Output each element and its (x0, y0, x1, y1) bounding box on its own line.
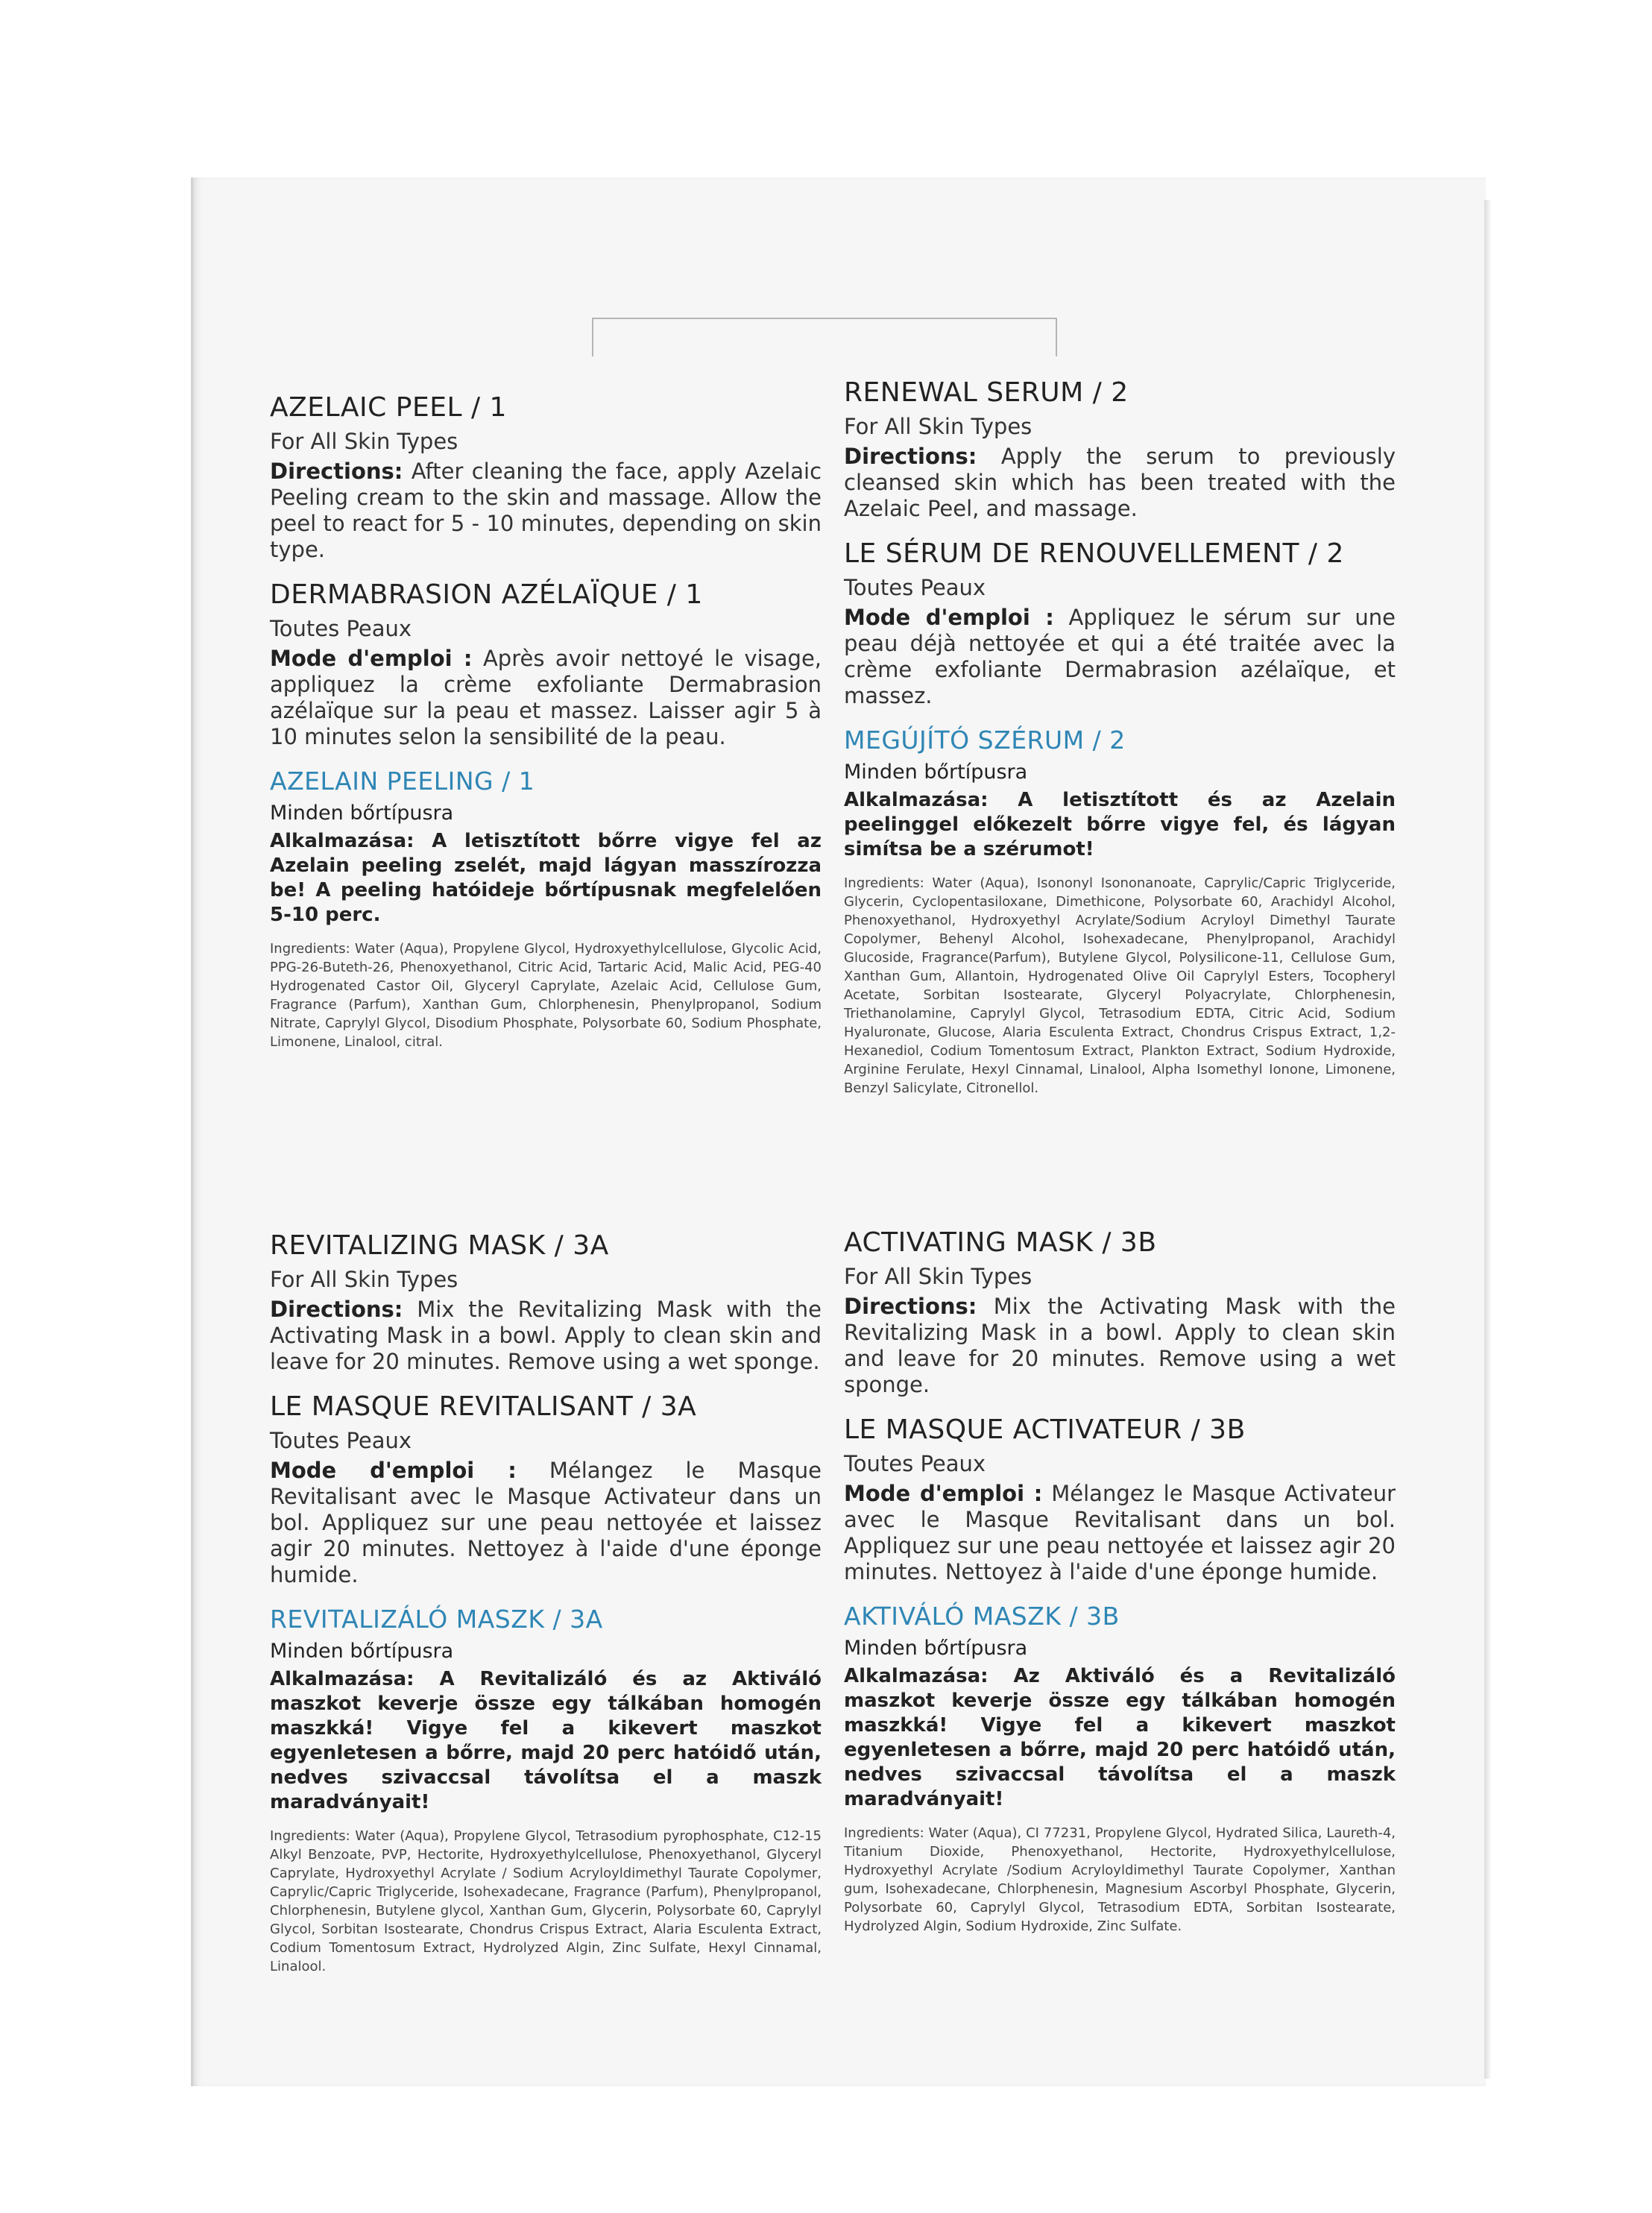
ingredients: Ingredients: Water (Aqua), Isononyl Isononanoate, Caprylic/Capric Triglyceride, Glycerin, Cyclopentasiloxane, Dimethicone, Polysorbate 60, Arachidyl Alcohol, Phenoxyethanol, Hydroxyethyl Acrylate/Sodium Acryloyl Dimethyl Taurate Copolymer, Behenyl Alcohol, Isohexadecane, Phenylpropanol, Arachidyl Glucoside, Fragrance(Parfum), Butylene Glycol, Polysilicone-11, Cellulose Gum, Xanthan Gum, Allantoin, Hydrogenated Olive Oil Caprylyl Esters, Tocopheryl Acetate, Sorbitan Isostearate, Glyceryl Polyacrylate, Chlorphenesin, Triethanolamine, Caprylyl Glycol, Tetrasodium EDTA, Citric Acid, Sodium Hyaluronate, Glucose, Alaria Esculenta Extract, Chondrus Crispus Extract, 1,2-Hexanediol, Codium Tomentosum Extract, Plankton Extract, Sodium Hydroxide, Arginine Ferulate, Hexyl Cinnamal, Linalool, Alpha Isomethyl Ionone, Limonene, Benzyl Salicylate, Citronellol. (844, 875, 1396, 1096)
mode-text: Appliquez le sérum sur une peau déjà nettoyée et qui a été traitée avec la crème exfoliante Dermabrasion azélaïque, et massez. (844, 605, 1396, 708)
en-subtitle: For All Skin Types (270, 1267, 458, 1292)
en-subtitle: For All Skin Types (844, 1264, 1032, 1289)
hu-subtitle: Minden bőrtípusra (270, 802, 454, 825)
hu-text: A letisztított bőrre vigye fel az Azelain peeling zselét, majd lágyan masszírozza be! A peeling hatóideje bőrtípusnak megfelelően 5-10 perc. (270, 830, 822, 926)
ingredients: Ingredients: Water (Aqua), CI 77231, Propylene Glycol, Hydrated Silica, Laureth-4, Titanium Dioxide, Phenoxyethanol, Hectorite, Hydroxyethylcellulose, Hydroxyethyl Acrylate /Sodium Acryloyldimethyl Taurate Copolymer, Xanthan gum, Isohexadecane, Chlorphenesin, Magnesium Ascorbyl Phosphate, Glycerin, Polysorbate 60, Caprylyl Glycol, Tetrasodium EDTA, Sorbitan Isostearate, Hydrolyzed Algin, Sodium Hydroxide, Zinc Sulfate. (844, 1825, 1396, 1934)
hu-subtitle: Minden bőrtípusra (844, 1637, 1028, 1660)
mode-text: Mélangez le Masque Revitalisant avec le Masque Activateur dans un bol. Appliquez sur une peau nettoyée et laissez agir 20 minutes. Nettoyez à l'aide d'une éponge humide. (270, 1458, 822, 1587)
box-tab-slot (592, 318, 1057, 356)
fr-subtitle: Toutes Peaux (844, 1451, 986, 1476)
ingredients: Ingredients: Water (Aqua), Propylene Glycol, Hydroxyethylcellulose, Glycolic Acid, PPG-26-Buteth-26, Phenoxyethanol, Citric Acid, Tartaric Acid, Malic Acid, PEG-40 Hydrogenated Castor Oil, Glyceryl Caprylate, Azelaic Acid, Cellulose Gum, Fragrance (Parfum), Xanthan Gum, Chlorphenesin, Phenylpropanol, Sodium Nitrate, Caprylyl Glycol, Disodium Phosphate, Polysorbate 60, Sodium Phosphate, Limonene, Linalool, citral. (270, 941, 822, 1050)
hu-directions (270, 1667, 822, 1815)
fr-subtitle: Toutes Peaux (270, 1428, 412, 1453)
fr-directions (844, 1481, 1396, 1585)
hu-label: Alkalmazása: (270, 830, 414, 852)
en-title: RENEWAL SERUM / 2 (844, 377, 1129, 408)
en-title: ACTIVATING MASK / 3B (844, 1227, 1157, 1258)
mode-text: Après avoir nettoyé le visage, appliquez la crème exfoliante Dermabrasion azélaïque sur la peau et massez. Laisser agir 5 à 10 minutes selon la sensibilité de la peau. (270, 646, 822, 749)
section-revitalizing-mask (270, 1230, 822, 1976)
section-activating-mask (844, 1227, 1396, 1936)
hu-title: AKTIVÁLÓ MASZK / 3B (844, 1602, 1120, 1631)
directions-text: Mix the Revitalizing Mask with the Activating Mask in a bowl. Apply to clean skin and leave for 20 minutes. Remove using a wet sponge. (270, 1297, 822, 1374)
hu-title: MEGÚJÍTÓ SZÉRUM / 2 (844, 725, 1126, 755)
directions-text: Mix the Activating Mask with the Revitalizing Mask in a bowl. Apply to clean skin and leave for 20 minutes. Remove using a wet sponge. (844, 1294, 1396, 1397)
fr-directions (270, 646, 822, 750)
mode-label: Mode d'emploi : (844, 605, 1054, 630)
hu-title: REVITALIZÁLÓ MASZK / 3A (270, 1605, 603, 1634)
section-azelaic-peel (270, 392, 822, 1051)
fr-directions (270, 1458, 822, 1588)
en-title: REVITALIZING MASK / 3A (270, 1230, 609, 1261)
hu-label: Alkalmazása: (844, 1665, 989, 1687)
hu-directions (844, 788, 1396, 862)
hu-title: AZELAIN PEELING / 1 (270, 766, 535, 796)
hu-subtitle: Minden bőrtípusra (844, 761, 1028, 784)
mode-label: Mode d'emploi : (844, 1481, 1043, 1506)
directions-text: After cleaning the face, apply Azelaic Peeling cream to the skin and massage. Allow the peel to react for 5 - 10 minutes, depending on skin type. (270, 459, 822, 562)
en-subtitle: For All Skin Types (270, 429, 458, 454)
directions-text: Apply the serum to previously cleansed skin which has been treated with the Azelaic Peel, and massage. (844, 444, 1396, 521)
directions-label: Directions: (844, 444, 977, 469)
en-directions (270, 1297, 822, 1375)
directions-label: Directions: (270, 1297, 403, 1322)
en-title: AZELAIC PEEL / 1 (270, 392, 507, 423)
section-renewal-serum (844, 377, 1396, 1098)
fr-directions (844, 605, 1396, 709)
mode-text: Mélangez le Masque Activateur avec le Masque Revitalisant dans un bol. Appliquez sur une peau nettoyée et laissez agir 20 minutes. Nettoyez à l'aide d'une éponge humide. (844, 1481, 1396, 1584)
directions-label: Directions: (844, 1294, 977, 1319)
fr-title: LE SÉRUM DE RENOUVELLEMENT / 2 (844, 538, 1344, 569)
hu-label: Alkalmazása: (270, 1668, 414, 1690)
en-directions (844, 444, 1396, 522)
fr-subtitle: Toutes Peaux (270, 616, 412, 641)
fr-title: LE MASQUE REVITALISANT / 3A (270, 1391, 697, 1422)
en-directions (270, 459, 822, 563)
hu-label: Alkalmazása: (844, 789, 989, 811)
directions-label: Directions: (270, 459, 403, 484)
hu-directions (844, 1664, 1396, 1812)
ingredients: Ingredients: Water (Aqua), Propylene Glycol, Tetrasodium pyrophosphate, C12-15 Alkyl Benzoate, PVP, Hectorite, Hydroxyethylcellulose, Phenoxyethanol, Glyceryl Caprylate, Hydroxyethyl Acrylate / Sodium Acryloyldimethyl Taurate Copolymer, Caprylic/Capric Triglyceride, Isohexadecane, Fragrance (Parfum), Phenylpropanol, Chlorphenesin, Butylene glycol, Xanthan Gum, Glycerin, Polysorbate 60, Caprylyl Glycol, Sorbitan Isostearate, Chondrus Crispus Extract, Alaria Esculenta Extract, Codium Tomentosum Extract, Hydrolyzed Algin, Zinc Sulfate, Hexyl Cinnamal, Linalool. (270, 1828, 822, 1974)
fr-subtitle: Toutes Peaux (844, 575, 986, 600)
hu-text: A Revitalizáló és az Aktiváló maszkot keverje össze egy tálkában homogén maszkká! Vigye fel a kikevert maszkot egyenletesen a bőrre, majd 20 perc hatóidő után, nedves szivaccsal távolítsa el a maszk maradványait! (270, 1668, 822, 1813)
mode-label: Mode d'emploi : (270, 1458, 517, 1483)
hu-text: A letisztított és az Azelain peelinggel előkezelt bőrre vigye fel, és lágyan simítsa be a szérumot! (844, 789, 1396, 860)
fr-title: LE MASQUE ACTIVATEUR / 3B (844, 1414, 1246, 1445)
en-subtitle: For All Skin Types (844, 414, 1032, 439)
hu-text: Az Aktiváló és a Revitalizáló maszkot keverje össze egy tálkában homogén maszkká! Vigye fel a kikevert maszkot egyenletesen a bőrre, majd 20 perc hatóidő után, nedves szivaccsal távolítsa el a maszk maradványait! (844, 1665, 1396, 1810)
mode-label: Mode d'emploi : (270, 646, 473, 671)
hu-directions (270, 829, 822, 928)
fr-title: DERMABRASION AZÉLAÏQUE / 1 (270, 579, 703, 610)
hu-subtitle: Minden bőrtípusra (270, 1640, 454, 1663)
en-directions (844, 1294, 1396, 1398)
